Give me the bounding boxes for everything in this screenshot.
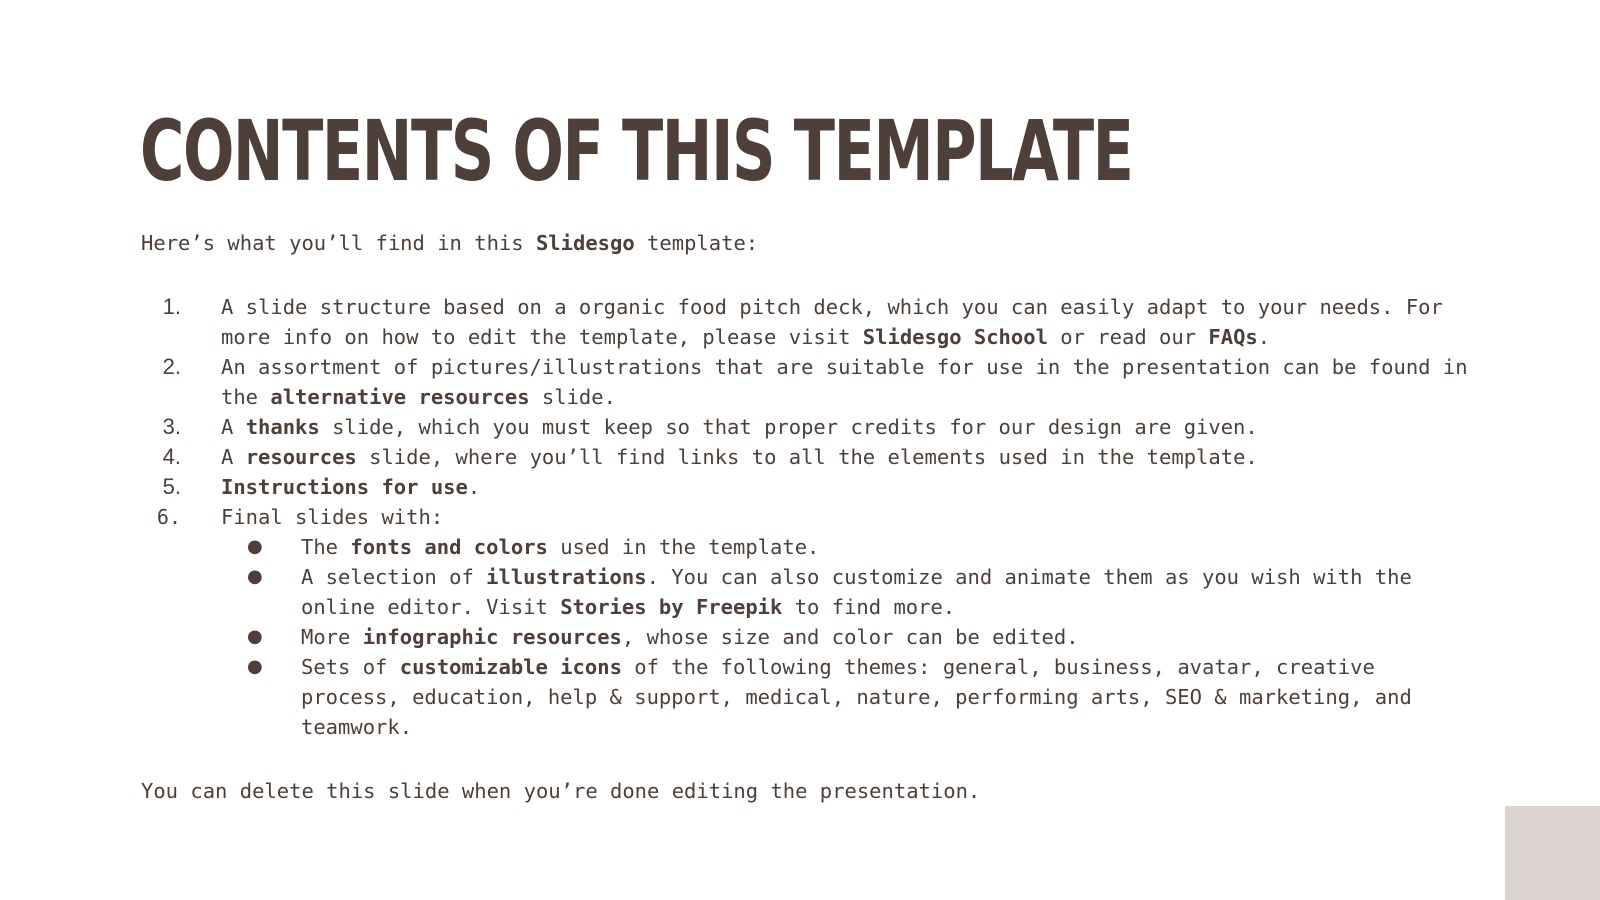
list-item (141, 442, 1471, 472)
intro-text (141, 228, 1471, 258)
list-item (141, 502, 1471, 742)
item-text: , whose size and color can be edited. (621, 625, 1079, 649)
bullet-icon: ● (247, 566, 263, 587)
item-bold: thanks (245, 415, 320, 439)
item-text: . (467, 475, 481, 499)
item-text: to find more. (782, 595, 956, 619)
item-bold: Instructions for use (221, 475, 468, 499)
final-slides-sublist (221, 532, 1471, 742)
item-bold: resources (245, 445, 357, 469)
item-text: A slide structure based on a organic food pitch deck, which you can easily adapt to your needs. For more info on how to edit the template, please visit (221, 295, 1443, 349)
sublist-item (221, 562, 1471, 622)
item-bold: fonts and colors (350, 535, 548, 559)
slide-body (141, 228, 1471, 806)
item-text: slide, which you must keep so that proper credits for our design are given. (319, 415, 1258, 439)
link-slidesgo-school[interactable]: Slidesgo School (862, 325, 1048, 349)
list-number: 4. (162, 444, 181, 469)
item-text: A (221, 415, 246, 439)
list-number: 1. (162, 294, 181, 319)
list-number: 2. (162, 354, 181, 379)
item-text: A (221, 445, 246, 469)
sublist-item (221, 622, 1471, 652)
item-text: The (301, 535, 351, 559)
corner-decoration (1505, 806, 1600, 900)
item-text: of the following themes: general, business, avatar, creative process, education, help & support, medical, nature, performing arts, SEO & marketing, and teamwork. (301, 655, 1412, 739)
item-text: slide. (529, 385, 616, 409)
intro-bold-slidesgo: Slidesgo (535, 231, 635, 255)
list-item (141, 412, 1471, 442)
item-bold: illustrations (486, 565, 647, 589)
outro-text: You can delete this slide when you’re done editing the presentation. (141, 779, 981, 803)
item-text: Final slides with: (221, 505, 444, 529)
contents-list (141, 292, 1471, 742)
item-text: Sets of (301, 655, 400, 679)
intro-text-part: template: (634, 231, 759, 255)
link-faqs[interactable]: FAQs (1208, 325, 1258, 349)
item-text: or read our (1047, 325, 1209, 349)
slide-title: CONTENTS OF THIS TEMPLATE (140, 102, 1133, 200)
item-text: . You can also customize and animate them as you wish with the online editor. Visit (301, 565, 1412, 619)
list-number: 5. (162, 474, 181, 499)
bullet-icon: ● (247, 536, 263, 557)
sublist-item (221, 532, 1471, 562)
item-bold: infographic resources (362, 625, 622, 649)
item-text: An assortment of pictures/illustrations that are suitable for use in the presentation can be found in the (221, 355, 1468, 409)
bullet-icon: ● (247, 656, 263, 677)
list-item (141, 472, 1471, 502)
item-text: More (301, 625, 363, 649)
item-text: A selection of (301, 565, 487, 589)
sublist-item (221, 652, 1471, 742)
item-text: used in the template. (547, 535, 820, 559)
item-text: . (1257, 325, 1271, 349)
intro-text-part: Here’s what you’ll find in this (141, 231, 536, 255)
list-item (141, 292, 1471, 352)
list-number: 6. (156, 505, 181, 529)
bullet-icon: ● (247, 626, 263, 647)
item-bold: alternative resources (270, 385, 530, 409)
item-bold: customizable icons (399, 655, 622, 679)
link-stories-by-freepik[interactable]: Stories by Freepik (560, 595, 783, 619)
item-text: slide, where you’ll find links to all the elements used in the template. (356, 445, 1258, 469)
list-item (141, 352, 1471, 412)
list-number: 3. (162, 414, 181, 439)
